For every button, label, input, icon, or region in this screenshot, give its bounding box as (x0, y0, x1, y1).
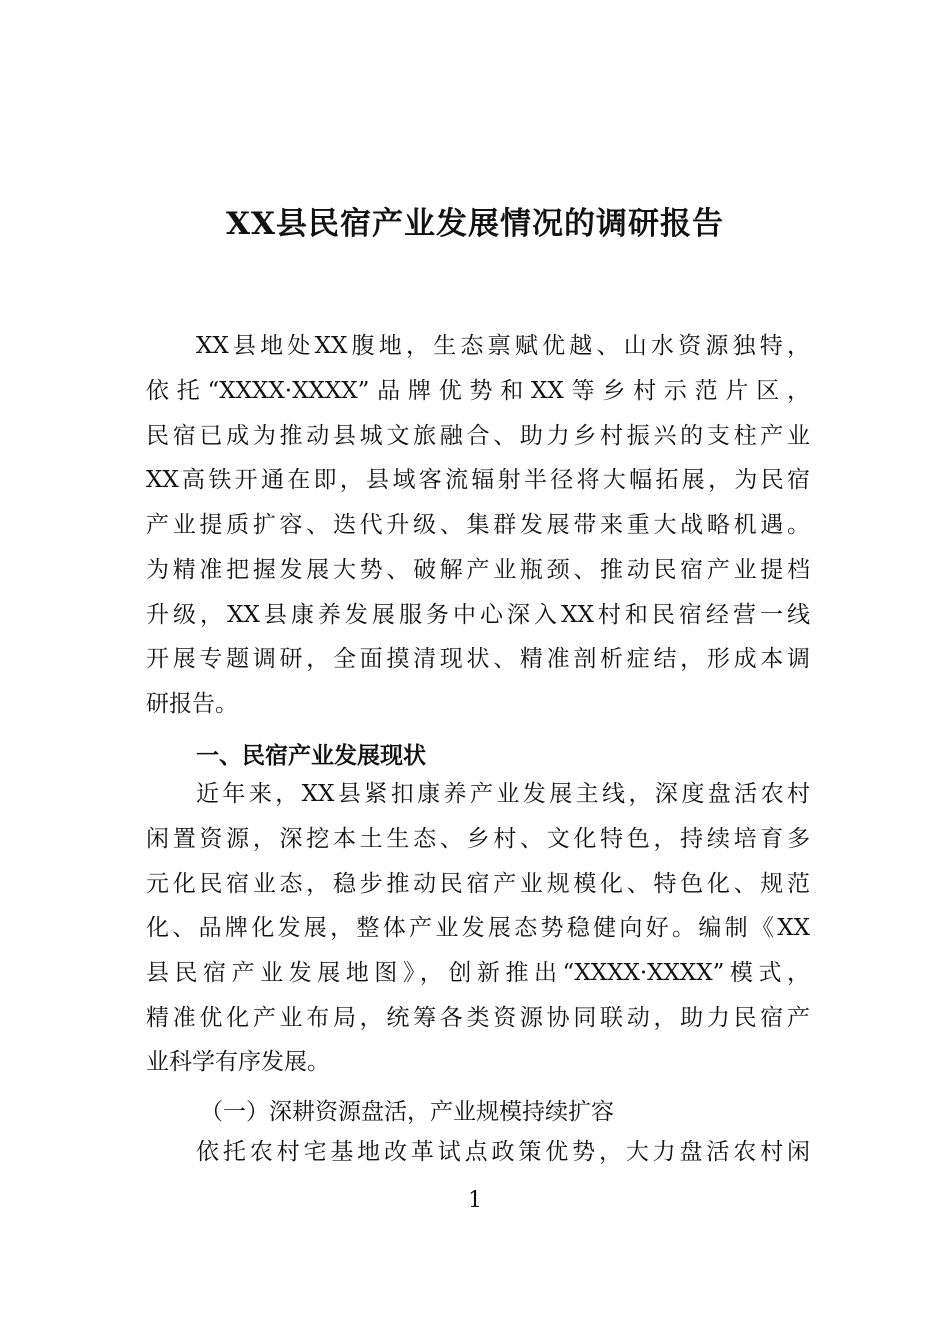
paragraph-line: 研报告。 (146, 691, 238, 717)
section-heading: 一、民宿产业发展现状 (196, 743, 426, 769)
paragraph-line: 县民宿产业发展地图》，创新推出“XXXX·XXXX”模式， (146, 960, 810, 986)
paragraph-line: 为精准把握发展大势、破解产业瓶颈、推动民宿产业提档 (146, 557, 810, 583)
document-title: XX县民宿产业发展情况的调研报告 (225, 206, 725, 242)
paragraph-line: XX县地处XX腹地，生态禀赋优越、山水资源独特， (196, 333, 810, 359)
paragraph-line: 化、品牌化发展，整体产业发展态势稳健向好。编制《XX (146, 915, 810, 941)
paragraph-line: 闲置资源，深挖本土生态、乡村、文化特色，持续培育多 (146, 826, 810, 852)
paragraph-line: 依托“XXXX·XXXX”品牌优势和XX等乡村示范片区， (146, 378, 810, 404)
paragraph-line: 产业提质扩容、迭代升级、集群发展带来重大战略机遇。 (146, 512, 810, 538)
paragraph-line: 依托农村宅基地改革试点政策优势，大力盘活农村闲 (196, 1139, 810, 1165)
paragraph-line: 近年来，XX县紧扣康养产业发展主线，深度盘活农村 (196, 781, 810, 807)
paragraph-line: XX高铁开通在即，县域客流辐射半径将大幅拓展，为民宿 (146, 467, 810, 493)
paragraph-line: 精准优化产业布局，统筹各类资源协同联动，助力民宿产 (146, 1005, 810, 1031)
paragraph-line: 民宿已成为推动县城文旅融合、助力乡村振兴的支柱产业 (146, 423, 810, 449)
paragraph-line: 业科学有序发展。 (146, 1049, 330, 1075)
paragraph-line: 升级，XX县康养发展服务中心深入XX村和民宿经营一线 (146, 602, 810, 628)
paragraph-line: 开展专题调研，全面摸清现状、精准剖析症结，形成本调 (146, 646, 810, 672)
paragraph-line: 元化民宿业态，稳步推动民宿产业规模化、特色化、规范 (146, 871, 810, 897)
page-number: 1 (468, 1188, 482, 1213)
subsection-heading: （一）深耕资源盘活，产业规模持续扩容 (200, 1099, 614, 1125)
